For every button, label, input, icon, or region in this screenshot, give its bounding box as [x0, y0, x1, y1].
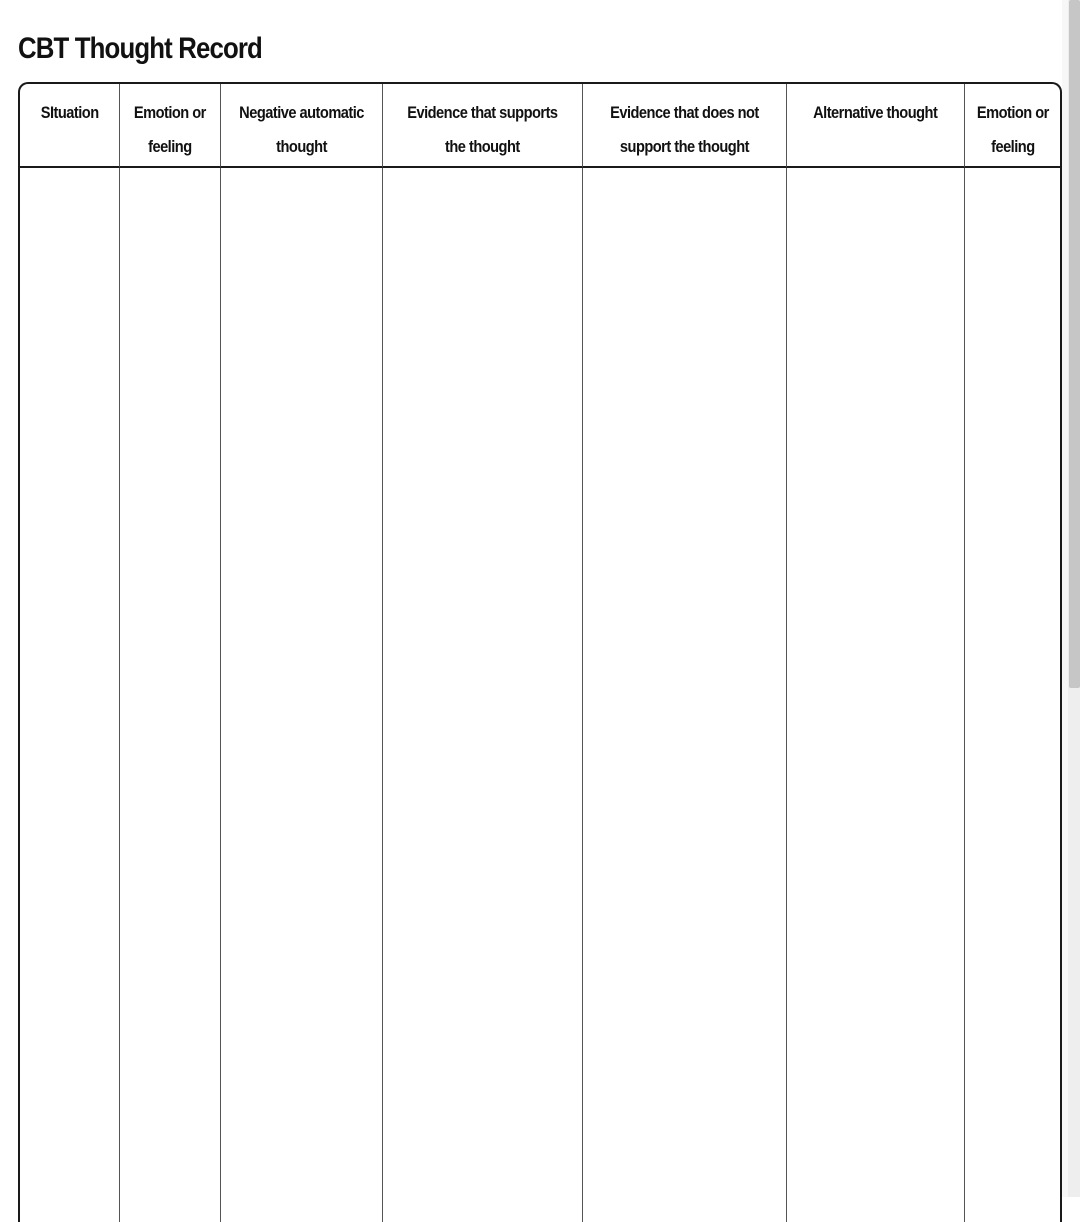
column-header-label: Alternative thought [813, 103, 938, 122]
column-header-label: Emotion or feeling [134, 103, 206, 156]
scrollbar-thumb[interactable] [1069, 0, 1080, 688]
column-header-supporting-evidence [383, 84, 583, 168]
emotion-after-entry-cell[interactable] [965, 168, 1060, 1222]
column-header-alternative-thought [787, 84, 965, 168]
column-header-label: SItuation [40, 103, 99, 122]
negative-thought-entry-cell[interactable] [221, 168, 383, 1222]
column-header-label: Evidence that supports the thought [407, 103, 558, 156]
column-header-label: Emotion or feeling [976, 103, 1049, 156]
supporting-evidence-entry-cell[interactable] [383, 168, 583, 1222]
page-title: CBT Thought Record [18, 32, 262, 65]
column-header-label: Evidence that does not support the thought [610, 103, 759, 156]
situation-entry-cell[interactable] [20, 168, 120, 1222]
thought-record-table [18, 82, 1062, 1222]
contrary-evidence-entry-cell[interactable] [583, 168, 787, 1222]
column-header-negative-thought [221, 84, 383, 168]
column-header-contrary-evidence [583, 84, 787, 168]
column-header-situation [20, 84, 120, 168]
column-header-label: Negative automatic thought [239, 103, 364, 156]
alternative-thought-entry-cell[interactable] [787, 168, 965, 1222]
column-header-emotion [120, 84, 221, 168]
emotion-entry-cell[interactable] [120, 168, 221, 1222]
column-header-emotion-after [965, 84, 1060, 168]
